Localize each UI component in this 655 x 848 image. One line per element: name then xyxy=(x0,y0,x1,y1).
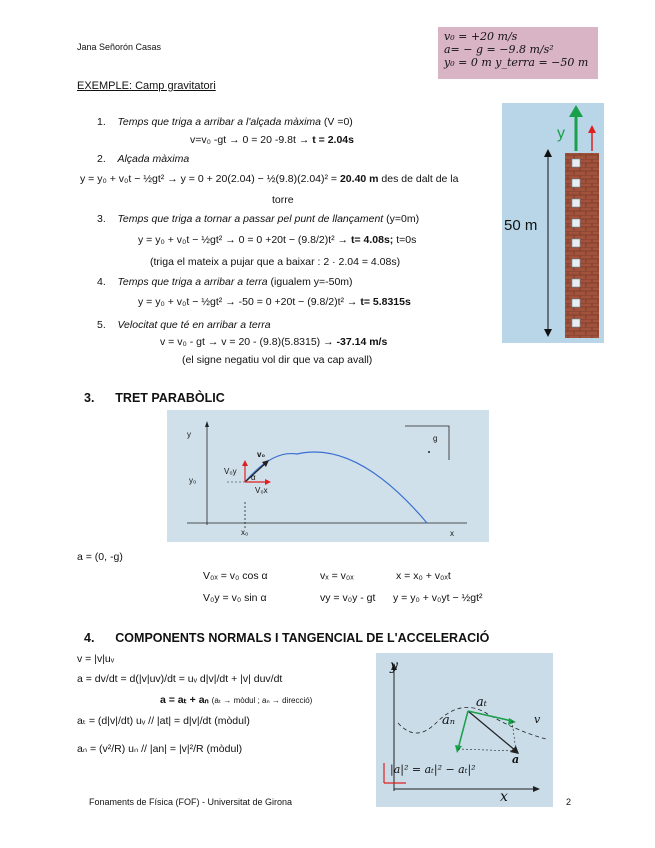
diagram-g-label: g xyxy=(433,434,438,443)
projectile-diagram xyxy=(167,410,489,542)
given-values-box xyxy=(438,27,598,79)
v0y-arrowhead xyxy=(242,460,248,466)
a-label: a xyxy=(512,753,520,766)
tower-windows xyxy=(572,159,580,327)
item-5-question xyxy=(97,319,271,331)
example-title: EXEMPLE: Camp gravitatori xyxy=(77,80,216,92)
item-2-question xyxy=(97,153,189,165)
item-5-equation xyxy=(160,336,387,348)
item-1-question xyxy=(97,116,353,128)
given-line-1: v₀ = +20 m/s xyxy=(444,30,518,43)
an-label: aₙ xyxy=(442,713,456,728)
tower-illustration xyxy=(502,103,604,343)
height-arrow-up xyxy=(544,149,552,157)
eq-velocity: v = |v|uᵥ xyxy=(77,653,115,665)
item-2-equation xyxy=(80,173,458,185)
item-3-question xyxy=(97,213,419,225)
acc-x-arrow xyxy=(533,786,540,792)
result: -37.14 m/s xyxy=(336,336,388,348)
tower-y-label: y xyxy=(557,125,565,142)
dashed-1 xyxy=(458,749,516,751)
eq-accel-sum-note: (aₜ → mòdul ; aₙ → direcció) xyxy=(211,696,313,705)
page-number: 2 xyxy=(566,797,572,807)
diagram-x0-label: x₀ xyxy=(241,528,249,537)
item-num: 1. xyxy=(97,116,106,128)
acc-x-label: x xyxy=(500,789,508,805)
section-num: 3. xyxy=(84,391,95,405)
result: 20.40 m xyxy=(339,173,379,185)
result: t= 5.8315s xyxy=(360,296,411,308)
diagram-x-label: x xyxy=(450,529,454,538)
equation: v=v₀ -gt → 0 = 20 -9.8t → xyxy=(190,134,313,146)
item-num: 2. xyxy=(97,153,106,165)
eq-y: y = y₀ + v₀yt − ½gt² xyxy=(393,592,483,604)
item-4-equation xyxy=(138,296,411,308)
v-label: v xyxy=(534,713,541,726)
section-3-heading xyxy=(84,391,225,405)
equation: v = v₀ - gt → v = 20 - (9.8)(5.8315) → xyxy=(160,336,337,348)
tail: des de dalt de la xyxy=(378,173,459,185)
projectile-graphic xyxy=(167,410,489,542)
section-title: COMPONENTS NORMALS I TANGENCIAL DE L'ACCELERACIÓ xyxy=(115,631,490,645)
question-text: Velocitat que té en arribar a terra xyxy=(117,319,271,331)
diagram-y0-label: y₀ xyxy=(189,476,197,485)
item-3-note: (triga el mateix a pujar que a baixar : 2 · 2.04 = 4.08s) xyxy=(150,256,401,268)
result: t = 2.04s xyxy=(312,134,354,146)
result: t= 4.08s; xyxy=(350,234,394,246)
height-arrow-down xyxy=(544,329,552,337)
item-4-question xyxy=(97,276,353,288)
modulus-formula: |a|² = aₜ|² − aₜ|² xyxy=(390,763,476,776)
acc-y-label: y xyxy=(390,658,398,674)
item-num: 5. xyxy=(97,319,106,331)
dashed-2 xyxy=(512,721,516,751)
item-1-equation xyxy=(190,134,354,146)
v0x-arrowhead xyxy=(265,479,271,485)
eq-accel-sum xyxy=(160,694,312,706)
equation: y = y₀ + v₀t − ½gt² → y = 0 + 20(2.04) − ½(9.8)(2.04)² = xyxy=(80,173,340,185)
condition: (V =0) xyxy=(323,116,353,128)
eq-v0y: V₀y = v₀ sin α xyxy=(203,592,267,604)
eq-accel-derivative: a = dv/dt = d(|v|uv)/dt = uᵥ d|v|/dt + |v| duv/dt xyxy=(77,673,283,685)
item-2-tail: torre xyxy=(272,194,294,206)
item-3-equation xyxy=(138,234,416,246)
diagram-alpha-label: α xyxy=(251,473,256,482)
item-num: 3. xyxy=(97,213,106,225)
question-text: Alçada màxima xyxy=(117,153,190,165)
condition: (igualem y=-50m) xyxy=(270,276,353,288)
v0-vector xyxy=(245,462,267,482)
g-dot xyxy=(428,451,430,453)
eq-vx: vₓ = v₀ₓ xyxy=(320,570,354,582)
item-num: 4. xyxy=(97,276,106,288)
tail: t=0s xyxy=(393,234,417,246)
tower-height-label: 50 m xyxy=(504,217,538,234)
condition: (y=0m) xyxy=(386,213,420,225)
eq-accel-sum-main: a = aₜ + aₙ xyxy=(160,694,209,706)
velocity-arrowhead xyxy=(569,105,583,117)
eq-an: aₙ = (v²/R) uₙ // |an| = |v|²/R (mòdul) xyxy=(77,743,243,755)
y-axis-arrow xyxy=(205,421,209,427)
eq-vy: vy = v₀y - gt xyxy=(320,592,376,604)
equation: y = y₀ + v₀t − ½gt² → -50 = 0 +20t − (9.8/2)t² → xyxy=(138,296,361,308)
an-vector xyxy=(458,711,468,749)
section-title: TRET PARABÒLIC xyxy=(115,391,225,405)
at-label: aₜ xyxy=(476,695,487,710)
question-text: Temps que triga a arribar a terra xyxy=(117,276,268,288)
diagram-v0y-label: V₀y xyxy=(224,467,237,476)
diagram-y-label: y xyxy=(187,430,191,439)
acceleration-graphic xyxy=(376,653,553,807)
acceleration-vector: a = (0, -g) xyxy=(77,551,123,563)
eq-at: aₜ = (d|v|/dt) uᵥ // |at| = d|v|/dt (mòdul) xyxy=(77,715,250,727)
diagram-v0x-label: V₀x xyxy=(255,486,268,495)
question-text: Temps que triga a arribar a l'alçada màxima xyxy=(117,116,321,128)
section-4-heading xyxy=(84,631,489,645)
given-line-2: a= − g = −9.8 m/s² xyxy=(444,43,554,56)
acceleration-diagram xyxy=(376,653,553,807)
axis-arrowhead-red xyxy=(588,125,596,133)
eq-v0x: V₀ₓ = v₀ cos α xyxy=(203,570,268,582)
tower-bricks xyxy=(565,153,599,338)
given-line-3: y₀ = 0 m y_terra = −50 m xyxy=(444,56,589,69)
eq-x: x = x₀ + v₀ₓt xyxy=(396,570,451,582)
question-text: Temps que triga a tornar a passar pel punt de llançament xyxy=(117,213,384,225)
footer-source: Fonaments de Física (FOF) - Universitat de Girona xyxy=(89,797,293,807)
diagram-v0-label: v₀ xyxy=(257,450,266,459)
item-5-note: (el signe negatiu vol dir que va cap avall) xyxy=(182,354,373,366)
g-corner xyxy=(405,426,449,460)
trajectory-curve xyxy=(245,452,427,523)
equation: y = y₀ + v₀t − ½gt² → 0 = 0 +20t − (9.8/2)t² → xyxy=(138,234,351,246)
section-num: 4. xyxy=(84,631,95,645)
author-name: Jana Señorón Casas xyxy=(77,42,162,52)
